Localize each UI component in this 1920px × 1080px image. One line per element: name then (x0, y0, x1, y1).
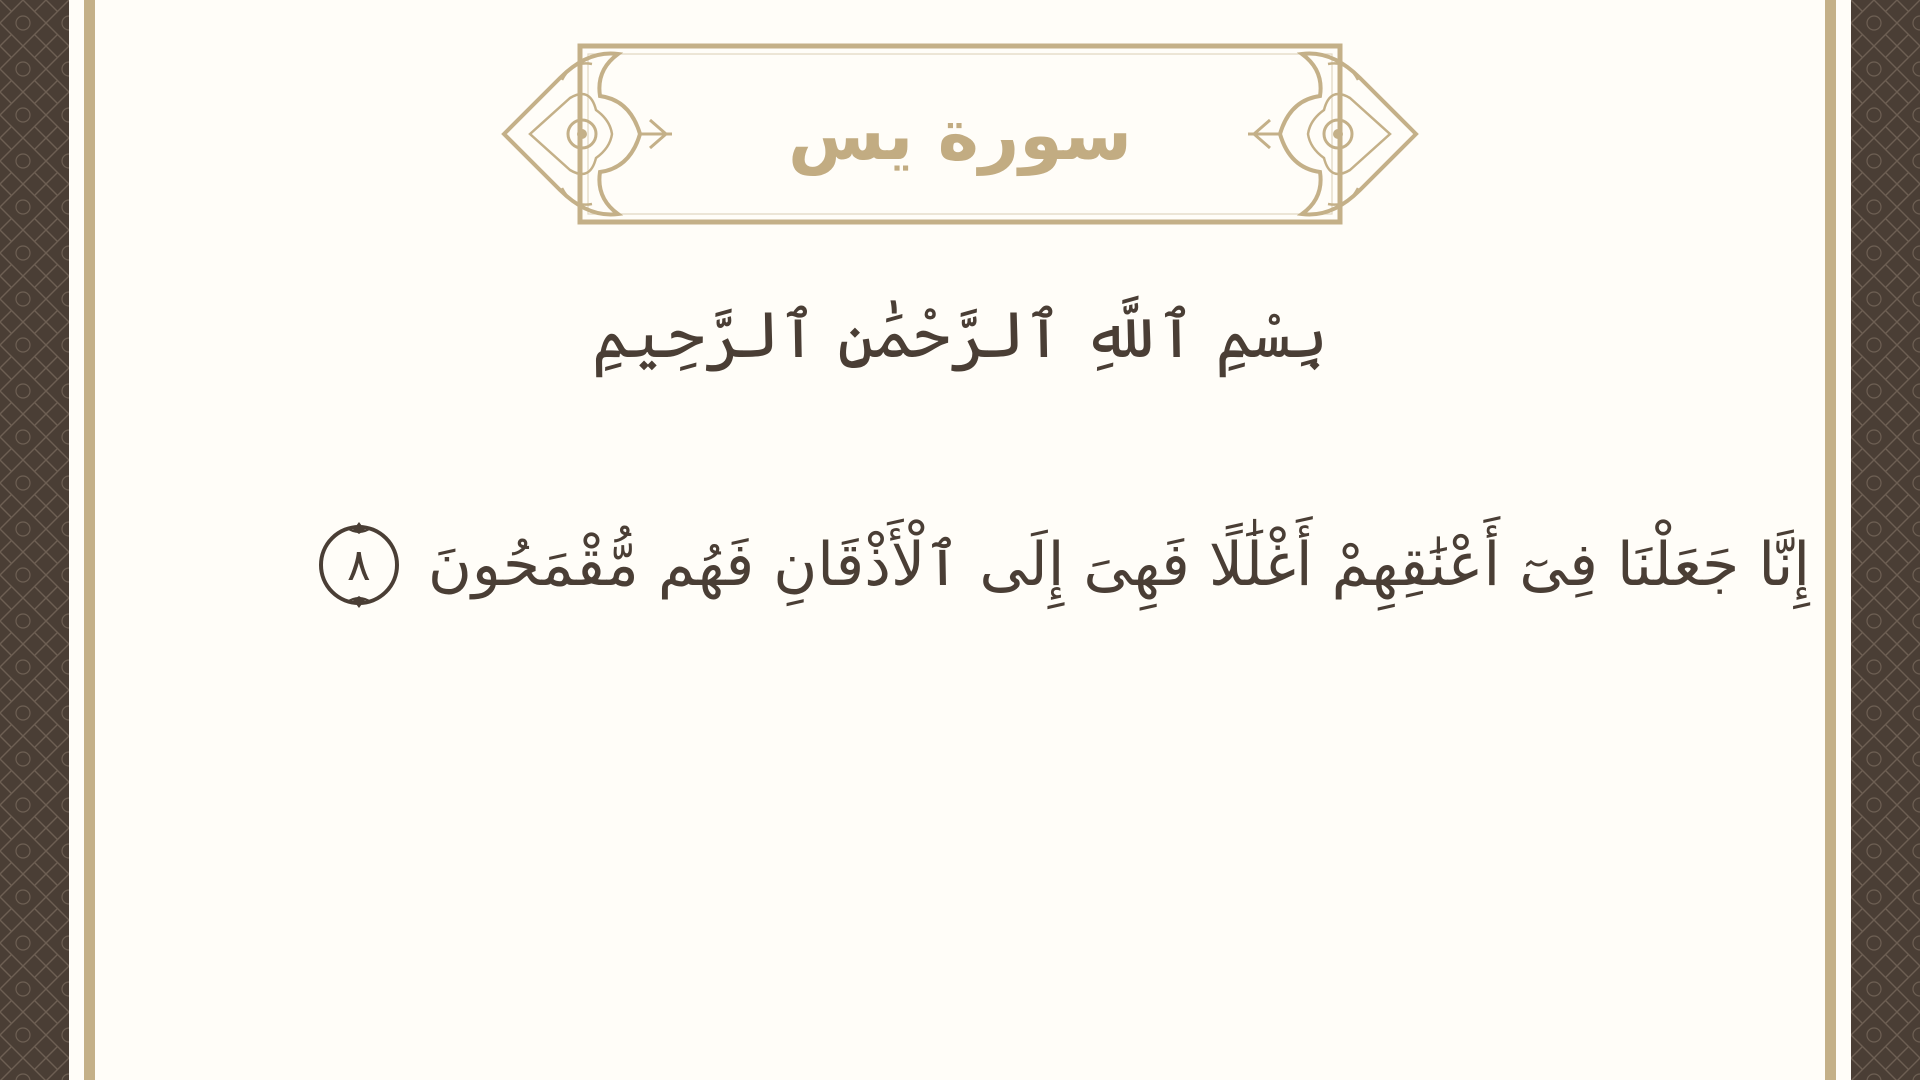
right-gold-stripe (1825, 0, 1836, 1080)
surah-title-frame (500, 40, 1420, 230)
geometric-pattern-icon (1851, 0, 1920, 1080)
verse-text: إِنَّا جَعَلْنَا فِىٓ أَعْنَٰقِهِمْ أَغْلَٰلًا فَهِىَ إِلَى ٱلْأَذْقَانِ فَهُم مُّقْمَحُونَ (427, 530, 1810, 600)
geometric-pattern-icon (0, 0, 69, 1080)
basmala: بِسْمِ ٱللَّهِ ٱلرَّحْمَٰنِ ٱلرَّحِيمِ (591, 298, 1329, 373)
verse-line (300, 505, 1810, 625)
left-border-pattern (0, 0, 69, 1080)
ayah-number: ٨ (347, 539, 371, 591)
right-border-pattern (1851, 0, 1920, 1080)
surah-title: سورة يس (788, 94, 1132, 176)
left-gold-stripe (84, 0, 95, 1080)
ayah-end-marker (314, 520, 404, 610)
